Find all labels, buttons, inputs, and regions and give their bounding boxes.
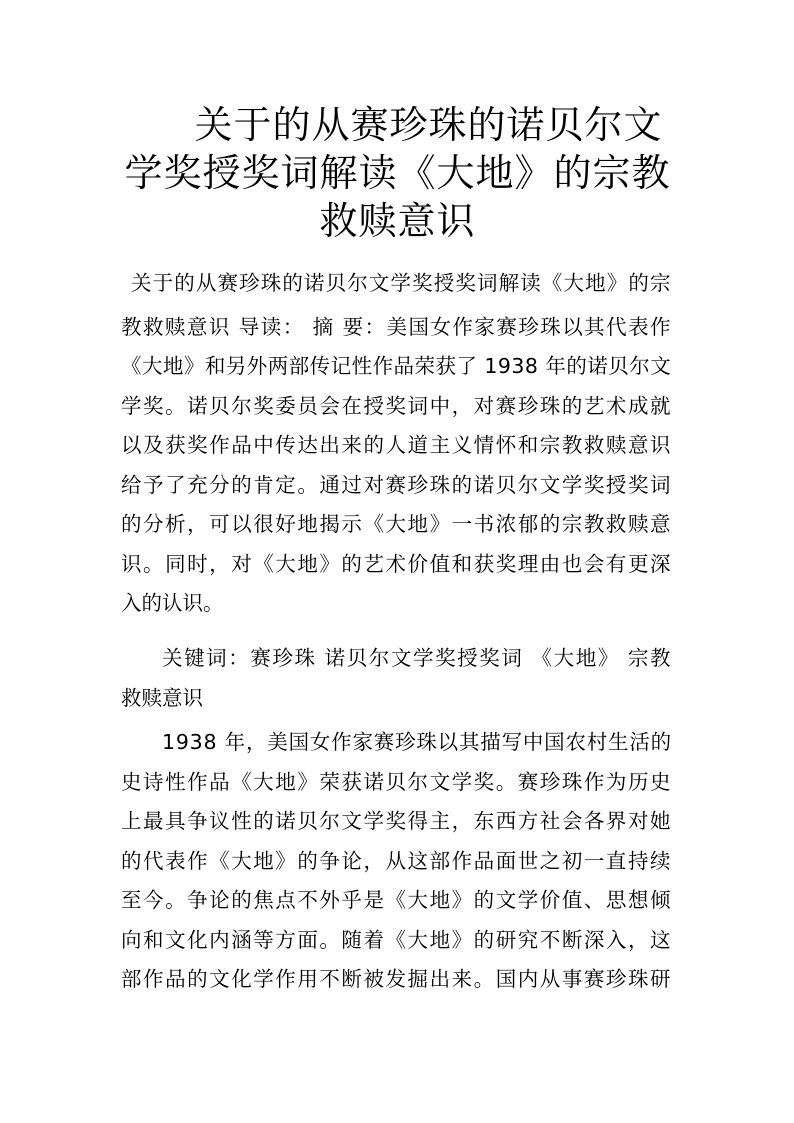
abstract-line: 以及获奖作品中传达出来的人道主义情怀和宗教救赎意识 — [121, 433, 673, 457]
paragraph-line: 部作品的文化学作用不断被发掘出来。国内从事赛珍珠研 — [121, 967, 673, 991]
abstract-line: 入的认识。 — [121, 591, 224, 615]
abstract-line: 给予了充分的肯定。通过对赛珍珠的诺贝尔文学奖授奖词 — [121, 473, 673, 497]
title-line-3: 救赎意识 — [319, 199, 476, 243]
abstract-line: 关于的从赛珍珠的诺贝尔文学奖授奖词解读《大地》的宗 — [131, 271, 672, 295]
paragraph-line: 向和文化内涵等方面。随着《大地》的研究不断深入，这 — [121, 928, 673, 952]
keywords-line: 关键词：赛珍珠 诺贝尔文学奖授奖词 《大地》 宗教 — [162, 646, 673, 670]
abstract-line: 学奖。诺贝尔奖委员会在授奖词中，对赛珍珠的艺术成就 — [121, 394, 673, 418]
keywords-line: 救赎意识 — [121, 686, 203, 710]
document-title — [120, 101, 675, 245]
abstract-line: 的分析，可以很好地揭示《大地》一书浓郁的宗教救赎意 — [121, 512, 673, 536]
paragraph-line: 的代表作《大地》的争论，从这部作品面世之初一直持续 — [121, 849, 673, 873]
abstract-line: 教救赎意识 导读： 摘 要：美国女作家赛珍珠以其代表作 — [121, 315, 673, 339]
paragraph-line: 至今。争论的焦点不外乎是《大地》的文学价值、思想倾 — [121, 888, 673, 912]
paragraph-line: 上最具争议性的诺贝尔文学奖得主，东西方社会各界对她 — [121, 809, 673, 833]
title-line-1: 关于的从赛珍珠的诺贝尔文 — [194, 103, 663, 147]
abstract-line: 《大地》和另外两部传记性作品荣获了 1938 年的诺贝尔文 — [121, 354, 672, 378]
title-line-2: 学奖授奖词解读《大地》的宗教 — [124, 151, 671, 195]
paragraph-line: 史诗性作品《大地》荣获诺贝尔文学奖。赛珍珠作为历史 — [121, 770, 673, 794]
paragraph-line: 1938 年，美国女作家赛珍珠以其描写中国农村生活的 — [162, 730, 672, 754]
abstract-line: 识。同时，对《大地》的艺术价值和获奖理由也会有更深 — [121, 552, 673, 576]
